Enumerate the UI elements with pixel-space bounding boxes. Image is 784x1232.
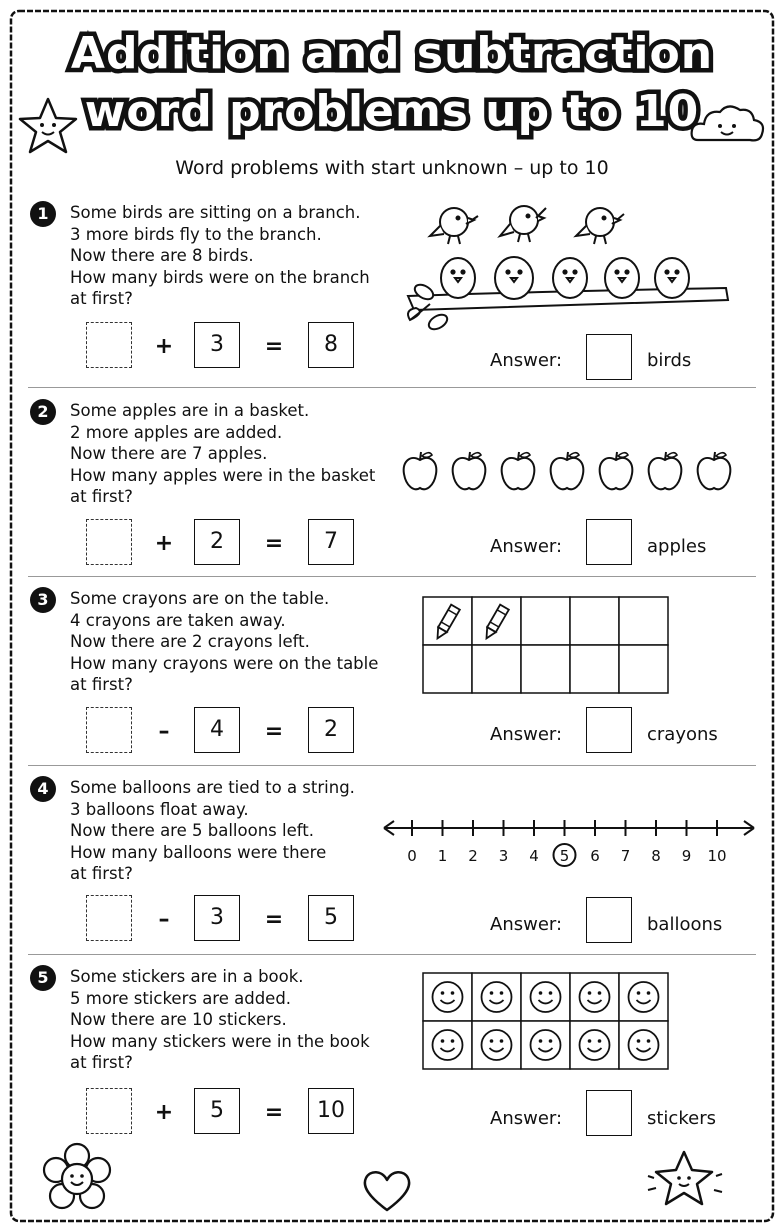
number-line-label: 0 — [407, 847, 417, 865]
smiley-icon — [629, 982, 659, 1012]
problem-4-unit: balloons — [647, 914, 723, 935]
problem-3-unknown-box[interactable] — [86, 707, 132, 753]
problem-2-number: 2 — [30, 399, 56, 425]
smiley-icon — [482, 1030, 512, 1060]
problem-1-answer-label: Answer: — [490, 350, 563, 371]
flower-icon — [40, 1142, 114, 1216]
number-line-label: 4 — [529, 847, 539, 865]
apple-icon — [404, 452, 437, 489]
number-line-label: 8 — [651, 847, 661, 865]
birds-on-branch-illustration — [400, 196, 760, 336]
smiley-icon — [482, 982, 512, 1012]
problem-4-text: Some balloons are tied to a string. 3 balloons float away. Now there are 5 balloons left. How many balloons were there at first? — [70, 778, 355, 883]
problem-4-number: 4 — [30, 776, 56, 802]
apple-icon — [502, 452, 535, 489]
bird-icon — [655, 258, 689, 298]
problem-5-unknown-box[interactable] — [86, 1088, 132, 1134]
problem-4-operator: – — [158, 907, 170, 932]
problem-3-answer-label: Answer: — [490, 724, 563, 745]
problem-3-number: 3 — [30, 587, 56, 613]
frame-cell — [570, 597, 619, 645]
bird-icon — [553, 258, 587, 298]
problem-2-answer-label: Answer: — [490, 536, 563, 557]
problem-2-given: 2 — [194, 519, 240, 565]
frame-cell — [619, 645, 668, 693]
number-line-label: 5 — [559, 847, 570, 865]
problem-1-operator: + — [154, 334, 174, 359]
number-line-label: 10 — [707, 847, 727, 865]
problem-1-result: 8 — [308, 322, 354, 368]
title-line-1: Addition and subtraction — [70, 28, 714, 79]
frame-cell — [472, 645, 521, 693]
problem-5-text: Some stickers are in a book. 5 more stickers are added. Now there are 10 stickers. How many stickers were in the book at first? — [70, 967, 370, 1072]
problem-5-answer-box[interactable] — [586, 1090, 632, 1136]
problem-2-answer-box[interactable] — [586, 519, 632, 565]
star-icon — [18, 96, 78, 156]
problem-5-given: 5 — [194, 1088, 240, 1134]
problem-3-text: Some crayons are on the table. 4 crayons are taken away. Now there are 2 crayons left. How many crayons were on the table at first? — [70, 589, 379, 694]
problem-2-unknown-box[interactable] — [86, 519, 132, 565]
problem-2-text: Some apples are in a basket. 2 more apples are added. Now there are 7 apples. How many apples were in the basket at first? — [70, 401, 376, 506]
bird-icon — [430, 208, 478, 244]
problem-5-operator: + — [154, 1100, 174, 1125]
crayon-ten-frame — [422, 596, 672, 694]
frame-cell — [570, 645, 619, 693]
problem-5-number: 5 — [30, 965, 56, 991]
frame-cell — [423, 645, 472, 693]
smiley-icon — [531, 1030, 561, 1060]
problem-3-equals: = — [264, 719, 284, 744]
star-icon — [644, 1146, 724, 1216]
apple-icon — [698, 452, 731, 489]
smiley-icon — [629, 1030, 659, 1060]
bird-icon — [576, 208, 624, 244]
divider — [28, 954, 756, 955]
divider — [28, 765, 756, 766]
smiley-icon — [433, 1030, 463, 1060]
problem-2-result: 7 — [308, 519, 354, 565]
problem-1-equals: = — [264, 334, 284, 359]
problem-2-operator: + — [154, 531, 174, 556]
problem-4-result: 5 — [308, 895, 354, 941]
smiley-icon — [433, 982, 463, 1012]
apple-icon — [453, 452, 486, 489]
problem-1-given: 3 — [194, 322, 240, 368]
problem-3-operator: – — [158, 719, 170, 744]
number-line-label: 9 — [681, 847, 692, 865]
problem-5-answer-label: Answer: — [490, 1108, 563, 1129]
divider — [28, 387, 756, 388]
title-line-2: word problems up to 10 — [84, 86, 700, 137]
smiley-icon — [580, 982, 610, 1012]
bird-icon — [441, 258, 475, 298]
apple-icon — [600, 452, 633, 489]
problem-3-given: 4 — [194, 707, 240, 753]
number-line-label: 2 — [468, 847, 478, 865]
apples-illustration — [398, 446, 738, 496]
smiley-icon — [580, 1030, 610, 1060]
number-line-label: 1 — [437, 847, 448, 865]
problem-4-answer-label: Answer: — [490, 914, 563, 935]
bird-icon — [500, 206, 546, 242]
problem-1-answer-box[interactable] — [586, 334, 632, 380]
problem-2-unit: apples — [647, 536, 707, 557]
problem-1-unit: birds — [647, 350, 692, 371]
subtitle: Word problems with start unknown – up to 10 — [175, 157, 609, 179]
apple-icon — [551, 452, 584, 489]
problem-1-unknown-box[interactable] — [86, 322, 132, 368]
divider — [28, 576, 756, 577]
number-line-label: 6 — [590, 847, 600, 865]
heart-icon — [360, 1168, 414, 1212]
problem-3-result: 2 — [308, 707, 354, 753]
bird-icon — [495, 257, 533, 299]
problem-4-answer-box[interactable] — [586, 897, 632, 943]
number-line-label: 7 — [620, 847, 631, 865]
problem-2-equals: = — [264, 531, 284, 556]
problem-3-answer-box[interactable] — [586, 707, 632, 753]
apple-icon — [649, 452, 682, 489]
problem-5-result: 10 — [308, 1088, 354, 1134]
frame-cell — [619, 597, 668, 645]
problem-4-equals: = — [264, 907, 284, 932]
cloud-icon — [688, 100, 768, 150]
frame-cell — [521, 645, 570, 693]
smiley-icon — [531, 982, 561, 1012]
sticker-ten-frame — [422, 972, 672, 1070]
problem-1-number: 1 — [30, 201, 56, 227]
problem-5-unit: stickers — [647, 1108, 716, 1129]
problem-5-equals: = — [264, 1100, 284, 1125]
bird-icon — [605, 258, 639, 298]
problem-4-unknown-box[interactable] — [86, 895, 132, 941]
number-line-label: 3 — [498, 847, 509, 865]
number-line — [380, 812, 760, 872]
problem-3-unit: crayons — [647, 724, 718, 745]
problem-4-given: 3 — [194, 895, 240, 941]
problem-1-text: Some birds are sitting on a branch. 3 more birds fly to the branch. Now there are 8 birds. How many birds were on the branch at first? — [70, 203, 370, 308]
frame-cell — [521, 597, 570, 645]
